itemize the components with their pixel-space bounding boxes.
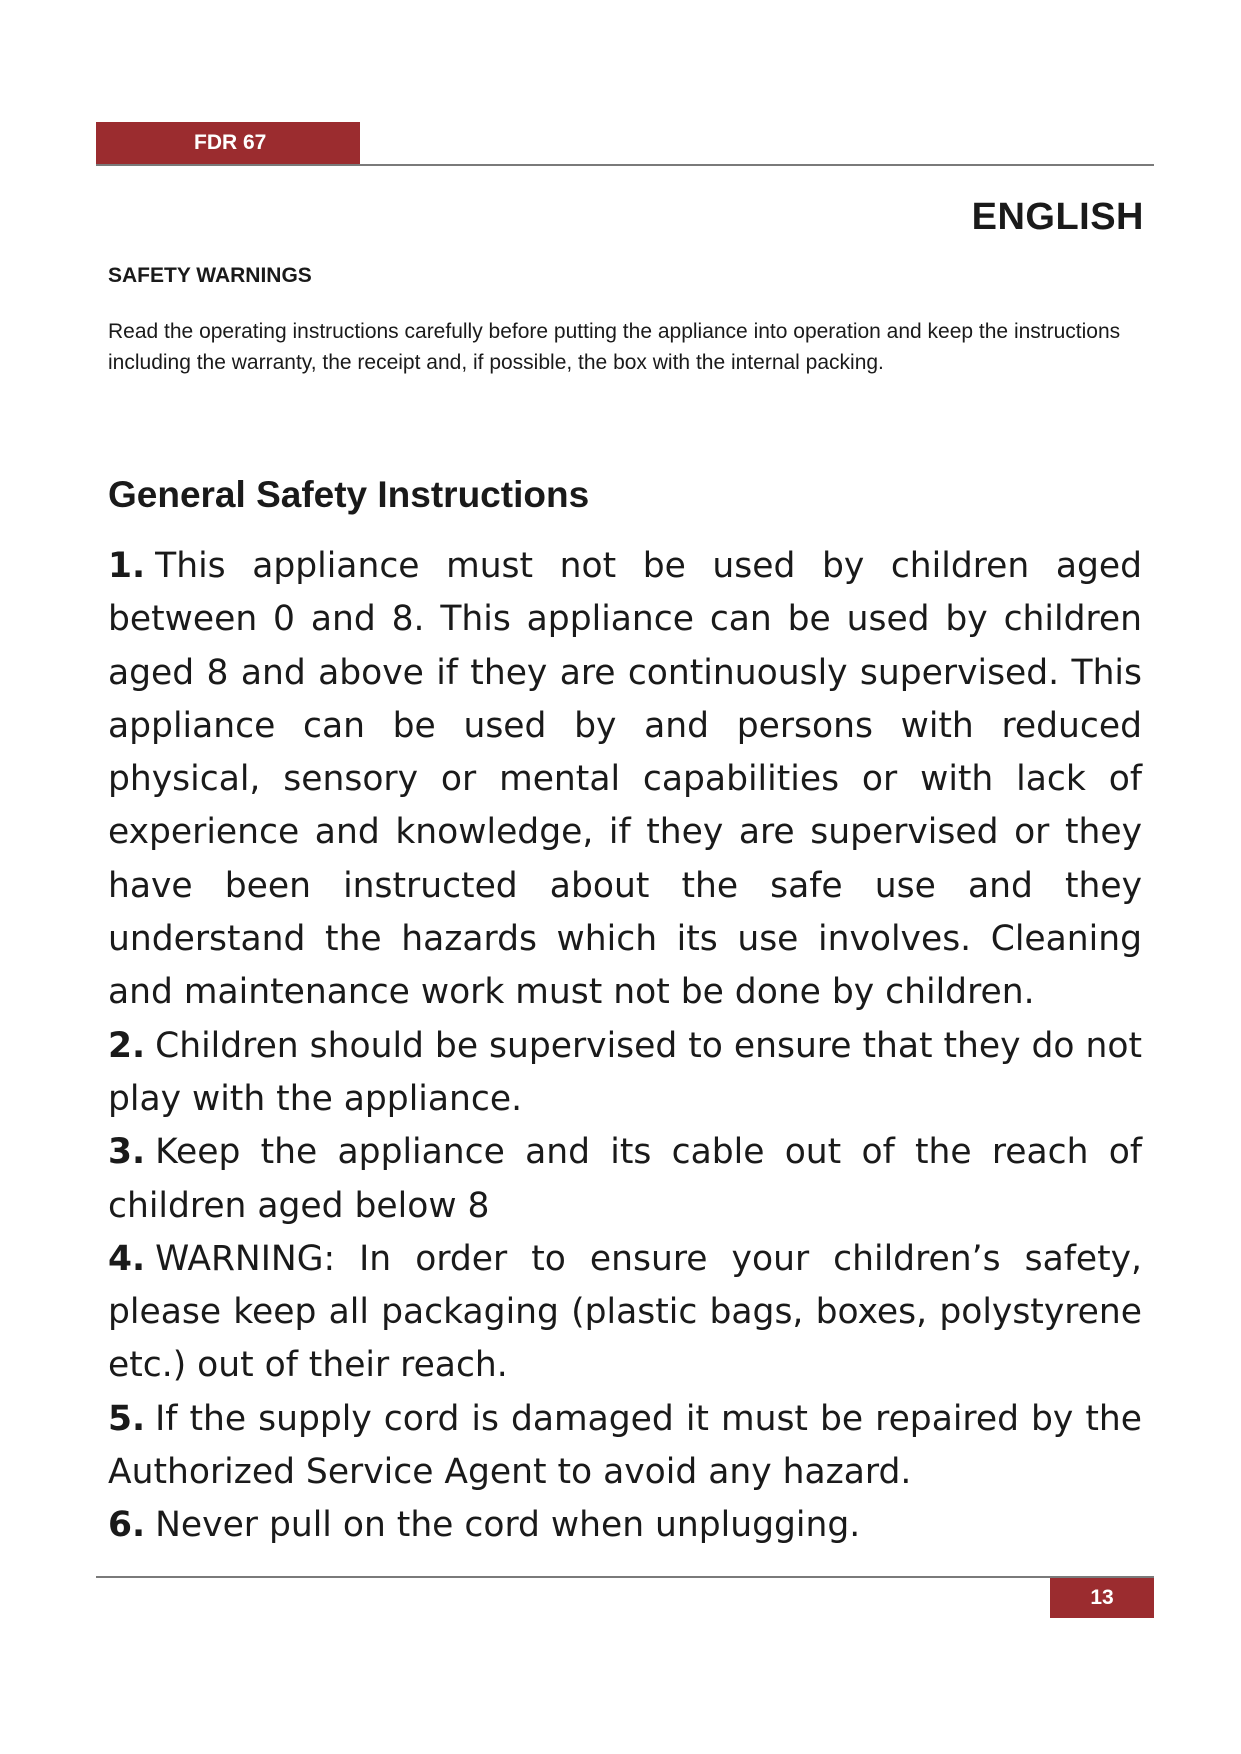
list-item xyxy=(108,1499,1142,1552)
model-label: FDR 67 xyxy=(96,122,360,164)
page-number: 13 xyxy=(1050,1578,1154,1618)
list-item xyxy=(108,1393,1142,1500)
safety-warnings-title: SAFETY WARNINGS xyxy=(108,264,312,287)
header-divider xyxy=(96,164,1154,166)
item-text: If the supply cord is damaged it must be repaired by the Authorized Service Agent to avoid any hazard. xyxy=(108,1398,1142,1493)
safety-instructions-list xyxy=(108,540,1142,1553)
item-number: 3. xyxy=(108,1132,146,1173)
item-number: 5. xyxy=(108,1398,146,1439)
item-text: Never pull on the cord when unplugging. xyxy=(155,1505,861,1546)
item-number: 1. xyxy=(108,546,146,586)
list-item xyxy=(108,1020,1142,1127)
list-item xyxy=(108,1126,1142,1233)
footer-divider xyxy=(96,1576,1154,1578)
item-text: This appliance must not be used by children aged between 0 and 8. This appliance can be used by children aged 8 and above if they are continuously supervised. This appliance can be used by and persons with reduced physical, sensory or mental capabilities or with lack of experience and knowledge, if they are supervised or they have been instructed about the safe use and they understand the hazards which its use involves. Cleaning and maintenance work must not be done by children. xyxy=(108,546,1142,1013)
general-safety-heading: General Safety Instructions xyxy=(108,474,590,515)
item-text: Children should be supervised to ensure that they do not play with the appliance. xyxy=(108,1025,1142,1119)
item-number: 2. xyxy=(108,1025,146,1066)
item-text: Keep the appliance and its cable out of the reach of children aged below 8 xyxy=(108,1132,1142,1226)
item-number: 4. xyxy=(108,1238,146,1279)
item-text: WARNING: In order to ensure your children’s safety, please keep all packaging (plastic bags, boxes, polystyrene etc.) out of their reach. xyxy=(108,1238,1142,1386)
safety-intro-paragraph: Read the operating instructions carefully before putting the appliance into operation and keep the instructions including the warranty, the receipt and, if possible, the box with the internal packing. xyxy=(108,320,1121,374)
list-item xyxy=(108,1233,1142,1393)
item-number: 6. xyxy=(108,1505,146,1546)
list-item xyxy=(108,540,1142,1020)
language-heading: ENGLISH xyxy=(971,196,1144,238)
